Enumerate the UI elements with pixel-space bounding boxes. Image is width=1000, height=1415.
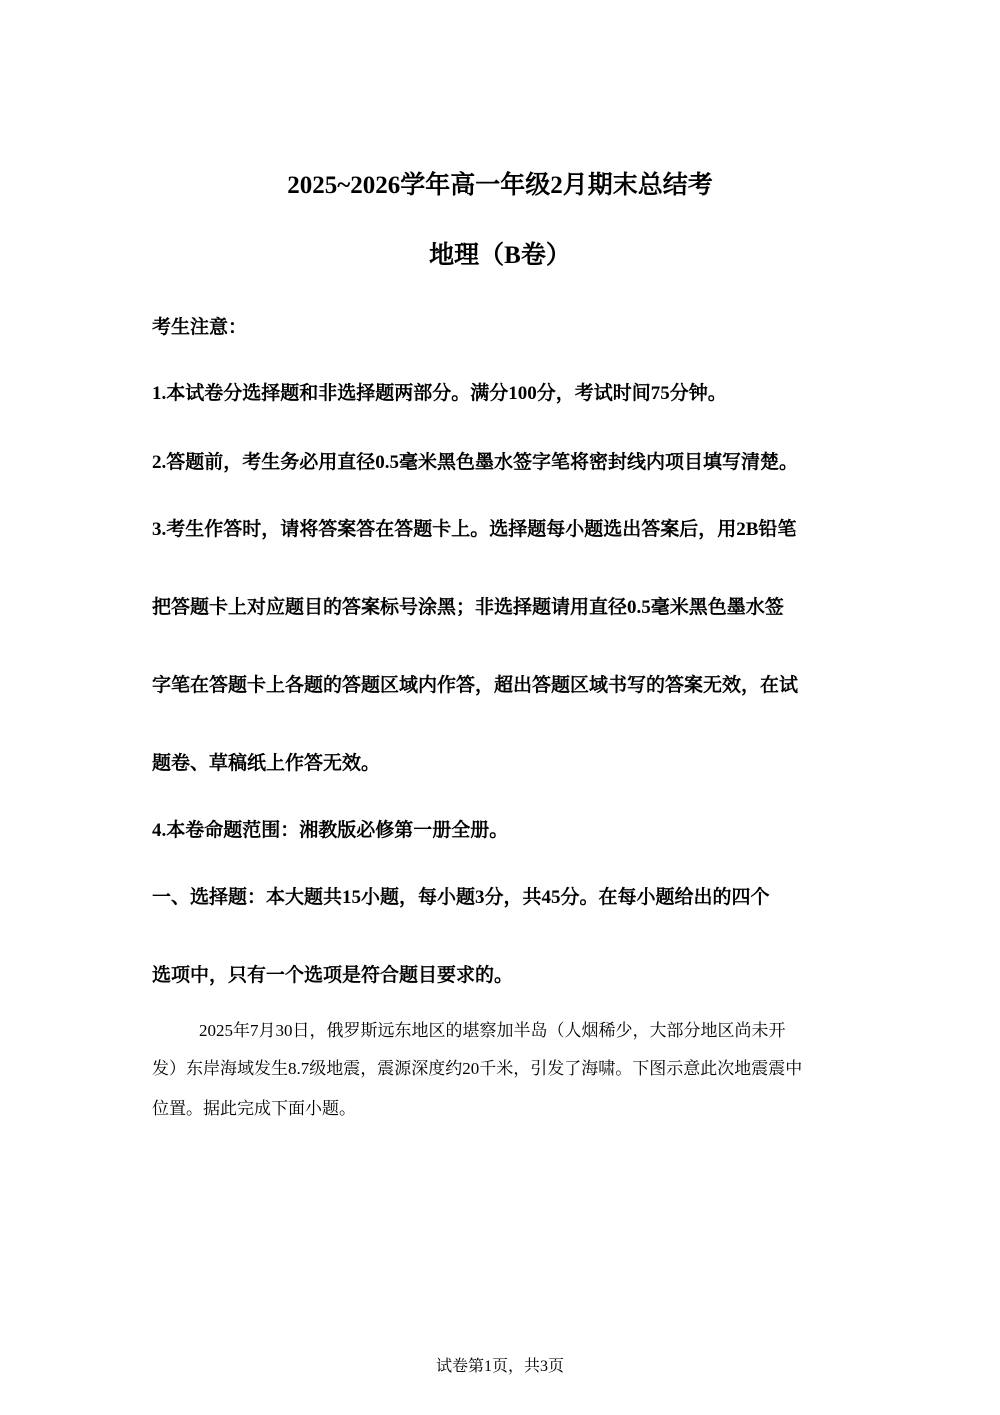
exam-subtitle: 地理（B卷） <box>429 242 571 269</box>
notice-heading: 考生注意： <box>152 317 248 338</box>
section-1-heading-line-1: 一、选择题：本大题共15小题，每小题3分，共45分。在每小题给出的四个 <box>152 887 770 908</box>
section-1-heading-line-2: 选项中，只有一个选项是符合题目要求的。 <box>152 965 514 986</box>
notice-item-3-line-1: 3.考生作答时，请将答案答在答题卡上。选择题每小题选出答案后，用2B铅笔 <box>152 519 797 540</box>
notice-item-2: 2.答题前，考生务必用直径0.5毫米黑色墨水签字笔将密封线内项目填写清楚。 <box>152 452 799 473</box>
notice-item-3-line-3: 字笔在答题卡上各题的答题区域内作答，超出答题区域书写的答案无效，在试 <box>152 675 799 696</box>
passage-line-3: 位置。据此完成下面小题。 <box>152 1099 356 1118</box>
exam-title: 2025~2026学年高一年级2月期末总结考 <box>287 172 713 199</box>
passage-line-2: 发）东岸海域发生8.7级地震，震源深度约20千米，引发了海啸。下图示意此次地震震中 <box>152 1059 803 1078</box>
passage-line-1: 2025年7月30日，俄罗斯远东地区的堪察加半岛（人烟稀少，大部分地区尚未开 <box>199 1021 786 1040</box>
notice-item-1: 1.本试卷分选择题和非选择题两部分。满分100分，考试时间75分钟。 <box>152 383 727 404</box>
notice-item-3-line-4: 题卷、草稿纸上作答无效。 <box>152 753 381 774</box>
page-footer: 试卷第1页，共3页 <box>435 1358 564 1375</box>
notice-item-4: 4.本卷命题范围：湘教版必修第一册全册。 <box>152 820 509 841</box>
notice-item-3-line-2: 把答题卡上对应题目的答案标号涂黑；非选择题请用直径0.5毫米黑色墨水签 <box>152 597 784 618</box>
